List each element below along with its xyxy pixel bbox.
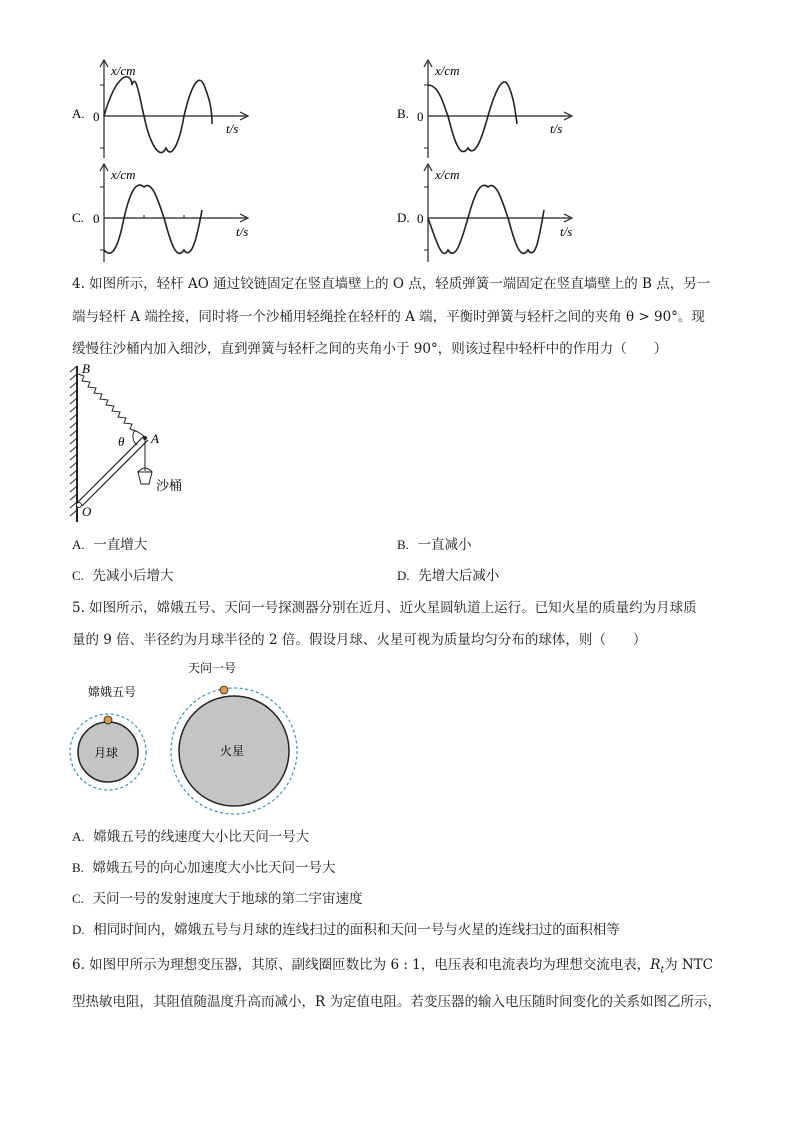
q6-line-2: 型热敏电阻，其阻值随温度升高而减小，R 为定值电阻。若变压器的输入电压随时间变化的关系如图乙所示，	[72, 994, 721, 1010]
graph-d-zero: 0	[417, 211, 424, 226]
q5-option-c: C. 天问一号的发射速度大于地球的第二宇宙速度	[72, 891, 363, 907]
rt-symbol: $R_t$	[650, 957, 665, 976]
graph-b-zero: 0	[417, 109, 424, 124]
label-b: B	[82, 361, 90, 376]
q4-line-3: 缓慢往沙桶内加入细沙，直到弹簧与轻杆之间的夹角小于 90°，则该过程中轻杆中的作用力（ ）	[72, 341, 668, 357]
wall-hatching	[70, 366, 77, 522]
graph-d-ylabel: x/cm	[435, 167, 460, 182]
moon-probe-label: 嫦娥五号	[88, 685, 137, 699]
mars-probe-label: 天问一号	[188, 661, 237, 675]
q4-line-2: 端与轻杆 A 端拴接，同时将一个沙桶用轻绳拴在轻杆的 A 端，平衡时弹簧与轻杆之间的夹角 θ > 90°。现	[72, 309, 705, 325]
q5-figure	[64, 656, 314, 820]
graph-c	[72, 164, 248, 262]
q4-option-b: B. 一直减小	[397, 537, 472, 553]
spring	[78, 374, 144, 436]
q5-option-b: B. 嫦娥五号的向心加速度大小比天问一号大	[72, 860, 336, 876]
graph-b-ylabel: x/cm	[435, 63, 460, 78]
graph-c-ylabel: x/cm	[111, 167, 136, 182]
q4-figure	[64, 360, 204, 524]
q6-line-1: 6. 如图甲所示为理想变压器，其原、副线圈匝数比为 6 : 1，电压表和电流表均为理想交流电表，$R_t$为 NTC	[72, 957, 714, 976]
q4-option-c: C. 先减小后增大	[72, 568, 174, 584]
label-o: O	[82, 504, 92, 519]
graph-d-letter: D.	[397, 210, 410, 225]
graphs-figure	[0, 0, 794, 270]
label-bucket: 沙桶	[156, 479, 183, 494]
moon-label: 月球	[94, 746, 119, 760]
sand-bucket-icon	[138, 472, 152, 484]
q5-option-a: A. 嫦娥五号的线速度大小比天问一号大	[72, 829, 310, 845]
graph-b-letter: B.	[397, 106, 409, 121]
q4-option-a: A. 一直增大	[72, 537, 148, 553]
graph-b	[397, 60, 572, 158]
graph-a-xlabel: t/s	[226, 121, 239, 136]
q5-option-d: D. 相同时间内，嫦娥五号与月球的连线扫过的面积和天问一号与火星的连线扫过的面积相等	[72, 922, 620, 938]
label-a: A	[151, 431, 159, 446]
graph-a-ylabel: x/cm	[111, 63, 136, 78]
label-theta: θ	[118, 434, 125, 449]
graph-c-zero: 0	[93, 211, 100, 226]
q5-line-2: 量的 9 倍、半径约为月球半径的 2 倍。假设月球、火星可视为质量均匀分布的球体，则（ ）	[72, 632, 647, 648]
graph-d	[397, 164, 572, 262]
graph-a-letter: A.	[72, 106, 85, 121]
moon-probe-icon	[104, 716, 112, 724]
graph-d-xlabel: t/s	[560, 224, 573, 239]
graph-a	[72, 60, 248, 158]
q5-line-1: 5. 如图所示，嫦娥五号、天问一号探测器分别在近月、近火星圆轨道上运行。已知火星的质量约为月球质	[72, 600, 697, 616]
q4-option-d: D. 先增大后减小	[397, 568, 500, 584]
q4-line-1: 4. 如图所示，轻杆 AO 通过铰链固定在竖直墙壁上的 O 点，轻质弹簧一端固定在竖直墙壁上的 B 点，另一	[72, 276, 711, 292]
mars-probe-icon	[220, 686, 228, 694]
graph-c-letter: C.	[72, 210, 84, 225]
graph-b-xlabel: t/s	[550, 121, 563, 136]
graph-a-zero: 0	[93, 109, 100, 124]
mars-label: 火星	[220, 744, 245, 758]
graph-c-xlabel: t/s	[236, 224, 249, 239]
